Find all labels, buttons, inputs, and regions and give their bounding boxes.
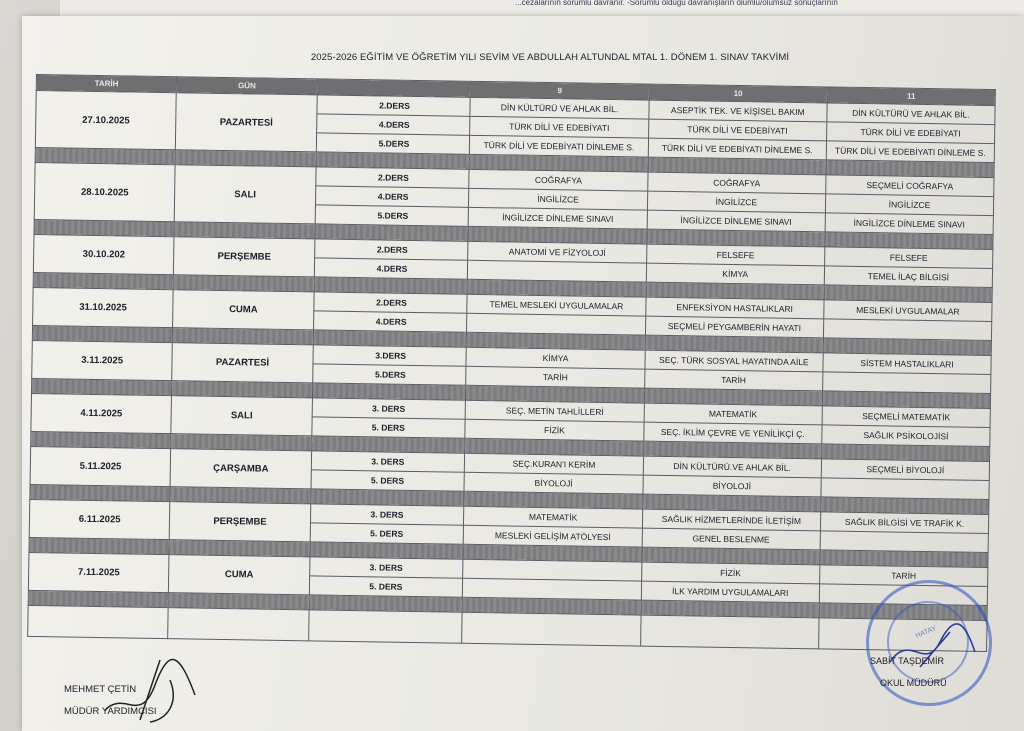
grade-11-exam (823, 372, 991, 394)
schedule-body (28, 91, 995, 652)
grade-9-exam: ANATOMİ VE FİZYOLOJİ (468, 241, 647, 263)
lesson-period: 2.DERS (315, 167, 469, 188)
exam-day: SALI (171, 396, 312, 436)
grade-10-exam: SAĞLIK HİZMETLERİNDE İLETİŞİM (642, 509, 821, 531)
lesson-period: 5. DERS (311, 470, 465, 491)
grade-11-exam: TARİH (820, 565, 988, 587)
exam-schedule-table (27, 74, 996, 652)
signature-cell (462, 612, 641, 646)
lesson-period: 5. DERS (309, 576, 463, 597)
grade-11-exam: TEMEL İLAÇ BİLGİSİ (824, 266, 992, 288)
grade-9-exam: FİZİK (465, 419, 644, 441)
grade-11-exam (820, 531, 988, 553)
grade-9-exam: COĞRAFYA (469, 169, 648, 191)
grade-10-exam: COĞRAFYA (647, 172, 826, 194)
grade-9-exam: TARİH (466, 366, 645, 388)
exam-date: 7.11.2025 (28, 552, 169, 592)
grade-11-exam: SEÇMELİ MATEMATİK (822, 406, 990, 428)
grade-10-exam: İNGİLİZCE (647, 191, 826, 213)
header-grade-10: 10 (649, 84, 827, 103)
grade-10-exam: ASEPTİK TEK. VE KİŞİSEL BAKIM (649, 100, 828, 122)
grade-11-exam: TÜRK DİLİ VE EDEBİYATI (826, 122, 994, 144)
signature-cell (308, 610, 462, 643)
header-grade-11: 11 (827, 87, 995, 106)
grade-10-exam: DİN KÜLTÜRÜ.VE AHLAK BİL. (643, 456, 822, 478)
grade-10-exam: FİZİK (641, 562, 820, 584)
header-grade-9: 9 (471, 81, 649, 100)
lesson-period: 2.DERS (314, 239, 468, 260)
grade-11-exam: SAĞLIK PSİKOLOJİSİ (822, 425, 990, 447)
vice-principal-name: MEHMET ÇETİN (64, 684, 137, 695)
lesson-period: 2.DERS (314, 292, 468, 313)
grade-11-exam: SİSTEM HASTALIKLARI (823, 353, 991, 375)
grade-10-exam: KİMYA (646, 263, 825, 285)
grade-10-exam: İNGİLİZCE DİNLEME SINAVI (647, 210, 826, 232)
grade-10-exam: TÜRK DİLİ VE EDEBİYATI DİNLEME S. (648, 138, 827, 160)
grade-11-exam: SEÇMELİ COĞRAFYA (826, 175, 994, 197)
grade-10-exam: SEÇMELİ PEYGAMBERİN HAYATI (645, 316, 824, 338)
lesson-period: 3.DERS (313, 345, 467, 366)
grade-9-exam: TÜRK DİLİ VE EDEBİYATI DİNLEME S. (470, 135, 649, 157)
vice-principal-title: MÜDÜR YARDIMCISI (64, 706, 157, 717)
principal-signature (880, 612, 990, 682)
exam-day: CUMA (169, 555, 310, 595)
grade-9-exam: TEMEL MESLEKİ UYGULAMALAR (467, 294, 646, 316)
grade-10-exam: GENEL BESLENME (642, 528, 821, 550)
grade-9-exam: DİN KÜLTÜRÜ VE AHLAK BİL. (470, 97, 649, 119)
document-title: 2025-2026 EĞİTİM VE ÖĞRETİM YILI SEVİM VE ABDULLAH ALTUNDAL MTAL 1. DÖNEM 1. SINAV TAKVİMİ (310, 52, 790, 63)
exam-day: PERŞEMBE (174, 237, 315, 277)
exam-date: 30.10.202 (33, 234, 174, 274)
grade-9-exam: SEÇ.KURAN'I KERİM (465, 453, 644, 475)
lesson-period: 5.DERS (315, 205, 469, 226)
header-date: TARİH (36, 75, 177, 93)
grade-10-exam: TÜRK DİLİ VE EDEBİYATI (648, 119, 827, 141)
grade-10-exam: ENFEKSİYON HASTALIKLARI (645, 297, 824, 319)
principal-name: SABİT TAŞDEMİR (870, 656, 945, 666)
grade-11-exam: SAĞLIK BİLGİSİ VE TRAFİK K. (820, 512, 988, 534)
grade-9-exam: SEÇ. METİN TAHLİLLERİ (466, 400, 645, 422)
exam-day: CUMA (173, 290, 314, 330)
grade-9-exam: TÜRK DİLİ VE EDEBİYATI (470, 116, 649, 138)
grade-11-exam: SEÇMELİ BİYOLOJİ (821, 459, 989, 481)
exam-date: 27.10.2025 (35, 91, 176, 150)
grade-10-exam: MATEMATİK (644, 403, 823, 425)
grade-10-exam: SEÇ. TÜRK SOSYAL HAYATINDA AİLE (645, 350, 824, 372)
exam-date: 5.11.2025 (30, 446, 171, 486)
lesson-period: 4.DERS (313, 311, 467, 332)
grade-10-exam: TARİH (644, 369, 823, 391)
exam-day: PERŞEMBE (170, 502, 311, 542)
lesson-period: 3. DERS (312, 398, 466, 419)
lesson-period: 5.DERS (312, 364, 466, 385)
exam-date: 4.11.2025 (31, 393, 172, 433)
exam-date: 31.10.2025 (33, 287, 174, 327)
lesson-period: 2.DERS (317, 95, 471, 116)
exam-day: SALI (175, 165, 316, 224)
grade-10-exam: FELSEFE (646, 244, 825, 266)
lesson-period: 3. DERS (310, 504, 464, 525)
grade-9-exam: KİMYA (466, 347, 645, 369)
lesson-period: 3. DERS (309, 557, 463, 578)
exam-day: PAZARTESİ (172, 343, 313, 383)
back-sheet-text: ...cezalarının sorumlu davranır. -Sorumlu olduğu davranışların olumlu/olumsuz sonuçlarının (515, 0, 838, 7)
lesson-period: 3. DERS (311, 451, 465, 472)
exam-date: 28.10.2025 (34, 162, 175, 221)
grade-11-exam (821, 478, 989, 500)
principal-title: OKUL MÜDÜRÜ (880, 678, 947, 688)
grade-9-exam: MATEMATİK (464, 506, 643, 528)
grade-9-exam: İNGİLİZCE (469, 188, 648, 210)
header-day: GÜN (177, 77, 318, 95)
grade-11-exam: DİN KÜLTÜRÜ VE AHLAK BİL. (827, 103, 995, 125)
grade-9-exam: İNGİLİZCE DİNLEME SINAVI (469, 207, 648, 229)
lesson-period: 5. DERS (310, 523, 464, 544)
signature-cell (640, 615, 819, 649)
lesson-period: 5. DERS (312, 417, 466, 438)
grade-9-exam: BİYOLOJİ (464, 472, 643, 494)
grade-10-exam: BİYOLOJİ (643, 475, 822, 497)
grade-11-exam (823, 319, 991, 341)
grade-11-exam: TÜRK DİLİ VE EDEBİYATI DİNLEME S. (826, 141, 994, 163)
exam-day: ÇARŞAMBA (170, 449, 311, 489)
grade-11-exam: İNGİLİZCE (825, 194, 993, 216)
grade-11-exam: FELSEFE (825, 247, 993, 269)
grade-11-exam: İNGİLİZCE DİNLEME SINAVI (825, 213, 993, 235)
lesson-period: 4.DERS (315, 186, 469, 207)
grade-10-exam: İLK YARDIM UYGULAMALARI (641, 581, 820, 603)
lesson-period: 4.DERS (316, 114, 470, 135)
exam-date: 6.11.2025 (29, 499, 170, 539)
signature-cell (168, 608, 309, 641)
grade-10-exam: SEÇ. İKLİM ÇEVRE VE YENİLİKÇİ Ç. (643, 422, 822, 444)
grade-9-exam: MESLEKİ GELİŞİM ATÖLYESİ (464, 525, 643, 547)
stamp-text: HATAY (914, 625, 938, 640)
exam-day: PAZARTESİ (176, 93, 317, 152)
lesson-period: 4.DERS (314, 258, 468, 279)
grade-11-exam: MESLEKİ UYGULAMALAR (824, 300, 992, 322)
exam-date: 3.11.2025 (32, 340, 173, 380)
signature-cell (28, 605, 169, 638)
lesson-period: 5.DERS (316, 133, 470, 154)
